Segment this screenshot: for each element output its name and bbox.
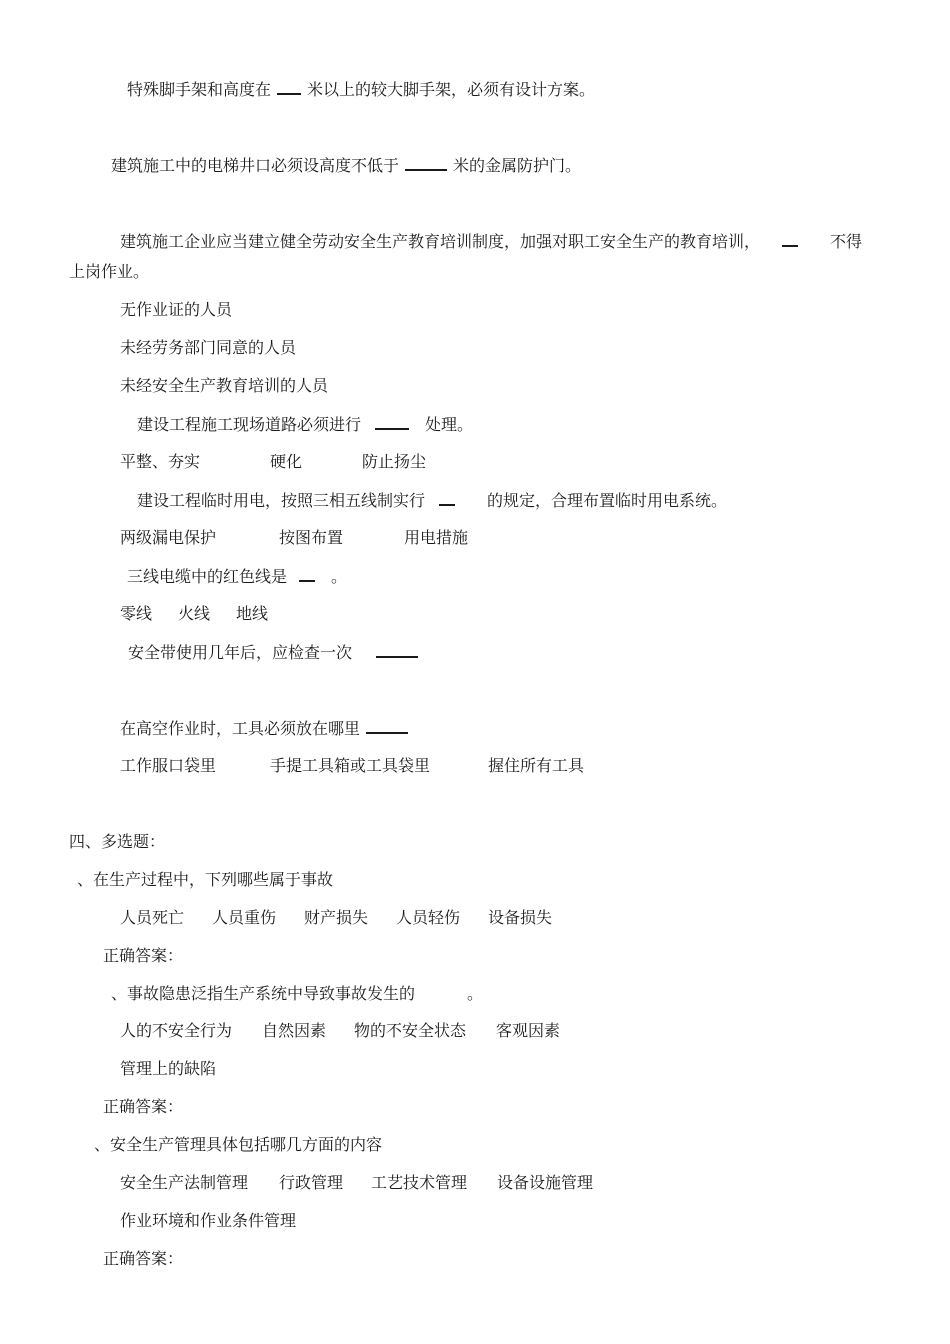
option: 未经劳务部门同意的人员 xyxy=(120,338,297,357)
option: 火线 xyxy=(178,604,211,623)
question-text-continued: 上岗作业。 xyxy=(69,262,150,281)
question-text: 三线电缆中的红色线是 xyxy=(127,567,288,586)
answer-blank xyxy=(366,718,408,734)
question-8 xyxy=(120,718,414,739)
option: 硬化 xyxy=(270,452,303,471)
option: 行政管理 xyxy=(279,1173,344,1192)
option: 人员死亡 xyxy=(120,908,185,927)
option: 平整、夯实 xyxy=(120,452,201,471)
option: 自然因素 xyxy=(262,1021,327,1040)
question-text: 的规定，合理布置临时用电系统。 xyxy=(487,491,728,510)
option: 握住所有工具 xyxy=(488,756,585,775)
section-title: 四、多选题： xyxy=(69,832,166,851)
option: 按图布置 xyxy=(279,528,344,547)
question-1 xyxy=(127,79,595,100)
question-text: 处理。 xyxy=(425,415,474,434)
question-6 xyxy=(127,566,347,587)
option: 零线 xyxy=(120,604,153,623)
option: 未经安全生产教育培训的人员 xyxy=(120,376,329,395)
question-text: 安全带使用几年后，应检查一次 xyxy=(128,643,353,662)
answer-blank xyxy=(376,642,418,658)
question-text: 。 xyxy=(467,984,484,1003)
option: 防止扬尘 xyxy=(362,452,427,471)
question-4 xyxy=(137,414,473,435)
answer-blank xyxy=(375,414,409,430)
option: 作业环境和作业条件管理 xyxy=(120,1211,297,1230)
question-text: 建筑施工中的电梯井口必须设高度不低于 xyxy=(111,156,400,175)
option: 工作服口袋里 xyxy=(120,756,217,775)
option: 设备设施管理 xyxy=(497,1173,594,1192)
answer-blank xyxy=(782,231,798,247)
question-text: 米的金属防护门。 xyxy=(453,156,582,175)
option: 物的不安全状态 xyxy=(354,1021,467,1040)
multi-question-3: 、安全生产管理具体包括哪几方面的内容 xyxy=(94,1135,383,1154)
option: 两级漏电保护 xyxy=(120,528,217,547)
option: 人员轻伤 xyxy=(396,908,461,927)
answer-blank xyxy=(439,490,455,506)
multi-question-2 xyxy=(111,984,483,1004)
answer-blank xyxy=(405,155,447,171)
option: 财产损失 xyxy=(304,908,369,927)
question-3 xyxy=(120,231,862,252)
question-5 xyxy=(137,490,727,511)
option: 客观因素 xyxy=(496,1021,561,1040)
option: 用电措施 xyxy=(404,528,469,547)
question-text: 建设工程施工现场道路必须进行 xyxy=(137,415,362,434)
multi-question-1: 、在生产过程中，下列哪些属于事故 xyxy=(77,870,334,889)
option: 无作业证的人员 xyxy=(120,300,233,319)
question-text: 建筑施工企业应当建立健全劳动安全生产教育培训制度，加强对职工安全生产的教育培训， xyxy=(120,232,761,251)
question-text: 在高空作业时，工具必须放在哪里 xyxy=(120,719,361,738)
answer-label: 正确答案： xyxy=(103,1097,184,1116)
option: 手提工具箱或工具袋里 xyxy=(270,756,431,775)
answer-label: 正确答案： xyxy=(103,1249,184,1268)
question-7 xyxy=(128,642,424,663)
option: 人员重伤 xyxy=(212,908,277,927)
option: 地线 xyxy=(236,604,269,623)
option: 管理上的缺陷 xyxy=(120,1059,217,1078)
question-2 xyxy=(111,155,581,176)
question-text: 、事故隐患泛指生产系统中导致事故发生的 xyxy=(111,984,416,1003)
question-text: 不得 xyxy=(830,232,863,251)
answer-blank xyxy=(277,79,301,95)
answer-label: 正确答案： xyxy=(103,946,184,965)
question-text: 建设工程临时用电，按照三相五线制实行 xyxy=(137,491,426,510)
question-text: 特殊脚手架和高度在 xyxy=(127,80,272,99)
question-text: 。 xyxy=(331,567,348,586)
option: 工艺技术管理 xyxy=(371,1173,468,1192)
option: 人的不安全行为 xyxy=(120,1021,233,1040)
answer-blank xyxy=(299,566,315,582)
option: 设备损失 xyxy=(488,908,553,927)
question-text: 米以上的较大脚手架，必须有设计方案。 xyxy=(307,80,596,99)
option: 安全生产法制管理 xyxy=(120,1173,249,1192)
